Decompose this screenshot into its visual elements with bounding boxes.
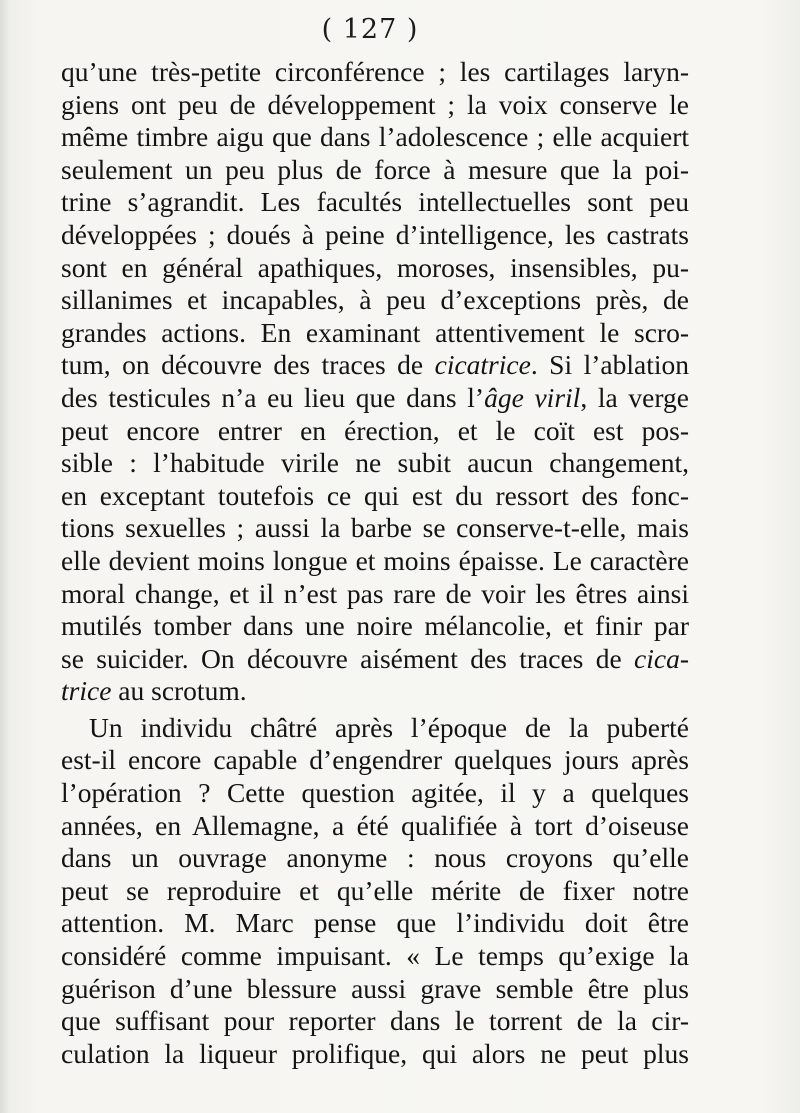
text-line (61, 842, 689, 875)
text-line (61, 512, 689, 545)
text-line (61, 940, 689, 973)
text-line (61, 480, 689, 513)
text-run: Un individu châtré après l’époque de la puberté (89, 711, 689, 743)
text-line (61, 1005, 689, 1038)
text-run: mutilés tomber dans une noire mélancolie, et finir par (61, 610, 689, 642)
text-run: au scrotum. (111, 675, 247, 707)
text-run: années, en Allemagne, a été qualifiée à tort d’oiseuse (61, 809, 689, 841)
text-line (61, 610, 689, 643)
text-run: guérison d’une blessure aussi grave semble être plus (61, 972, 689, 1004)
text-line (61, 56, 689, 89)
text-run: qu’une très-petite circonférence ; les cartilages laryn- (61, 56, 689, 87)
paragraph (61, 56, 689, 708)
text-line (61, 545, 689, 578)
text-line (61, 744, 689, 777)
text-run: peut se reproduire et qu’elle mérite de fixer notre (61, 874, 689, 906)
text-run: considéré comme impuisant. « Le temps qu’exige la (61, 940, 689, 972)
text-line (61, 284, 689, 317)
text-line (61, 973, 689, 1006)
text-line (61, 777, 689, 810)
text-line (61, 415, 689, 448)
text-run: est-il encore capable d’engendrer quelques jours après (61, 744, 689, 776)
italic-term: cicatrice (434, 349, 531, 381)
text-line (61, 121, 689, 154)
text-run: même timbre aigu que dans l’adolescence ; elle acquiert (61, 121, 689, 153)
text-run: . Si l’ablation (530, 349, 689, 381)
text-run: sible : l’habitude virile ne subit aucun changement, (61, 447, 689, 479)
text-run: attention. M. Marc pense que l’individu doit être (61, 907, 689, 939)
text-line (61, 907, 689, 940)
text-line (61, 349, 689, 382)
text-line (61, 317, 689, 350)
text-run: sillanimes et incapables, à peu d’exceptions près, de (61, 284, 689, 316)
text-line (61, 186, 689, 219)
text-run: culation la liqueur prolifique, qui alors ne peut plus (61, 1037, 689, 1069)
text-run: peut encore entrer en érection, et le coït est pos- (61, 414, 689, 446)
text-line (61, 810, 689, 843)
italic-term: trice (61, 675, 112, 707)
text-line (61, 89, 689, 122)
text-run: grandes actions. En examinant attentivement le scro- (61, 316, 689, 348)
text-run: tum, on découvre des traces de (61, 349, 435, 381)
text-run: sont en général apathiques, moroses, insensibles, pu- (61, 251, 689, 283)
text-line (61, 712, 689, 745)
text-run: dans un ouvrage anonyme : nous croyons qu’elle (61, 842, 689, 874)
italic-term: cica- (634, 642, 689, 674)
text-run: tions sexuelles ; aussi la barbe se conserve-t-elle, mais (61, 512, 689, 544)
body-text (61, 56, 689, 1070)
text-run: en exceptant toutefois ce qui est du ressort des fonc- (61, 479, 689, 511)
page-number: ( 127 ) (321, 14, 419, 45)
text-line (61, 1038, 689, 1071)
text-run: des testicules n’a eu lieu que dans l’ (61, 381, 485, 413)
text-run: développées ; doués à peine d’intelligence, les castrats (61, 218, 689, 250)
text-line (61, 252, 689, 285)
text-line (61, 154, 689, 187)
italic-term: âge viril (484, 381, 581, 413)
text-line (61, 875, 689, 908)
text-run: l’opération ? Cette question agitée, il y a quelques (61, 777, 689, 809)
text-run: que suffisant pour reporter dans le torrent de la cir- (61, 1005, 689, 1037)
text-run: se suicider. On découvre aisément des traces de (61, 642, 635, 674)
text-run: giens ont peu de développement ; la voix conserve le (61, 88, 689, 120)
text-line (61, 219, 689, 252)
text-run: trine s’agrandit. Les facultés intellectuelles sont peu (61, 186, 689, 218)
text-run: elle devient moins longue et moins épaisse. Le caractère (61, 544, 689, 576)
text-line (61, 578, 689, 611)
paragraph (61, 712, 689, 1071)
text-run: seulement un peu plus de force à mesure que la poi- (61, 153, 689, 185)
text-run: moral change, et il n’est pas rare de voir les êtres ainsi (61, 577, 689, 609)
text-line (61, 675, 689, 708)
text-line (61, 447, 689, 480)
text-run: , la verge (580, 381, 689, 413)
text-line (61, 643, 689, 676)
text-line (61, 382, 689, 415)
